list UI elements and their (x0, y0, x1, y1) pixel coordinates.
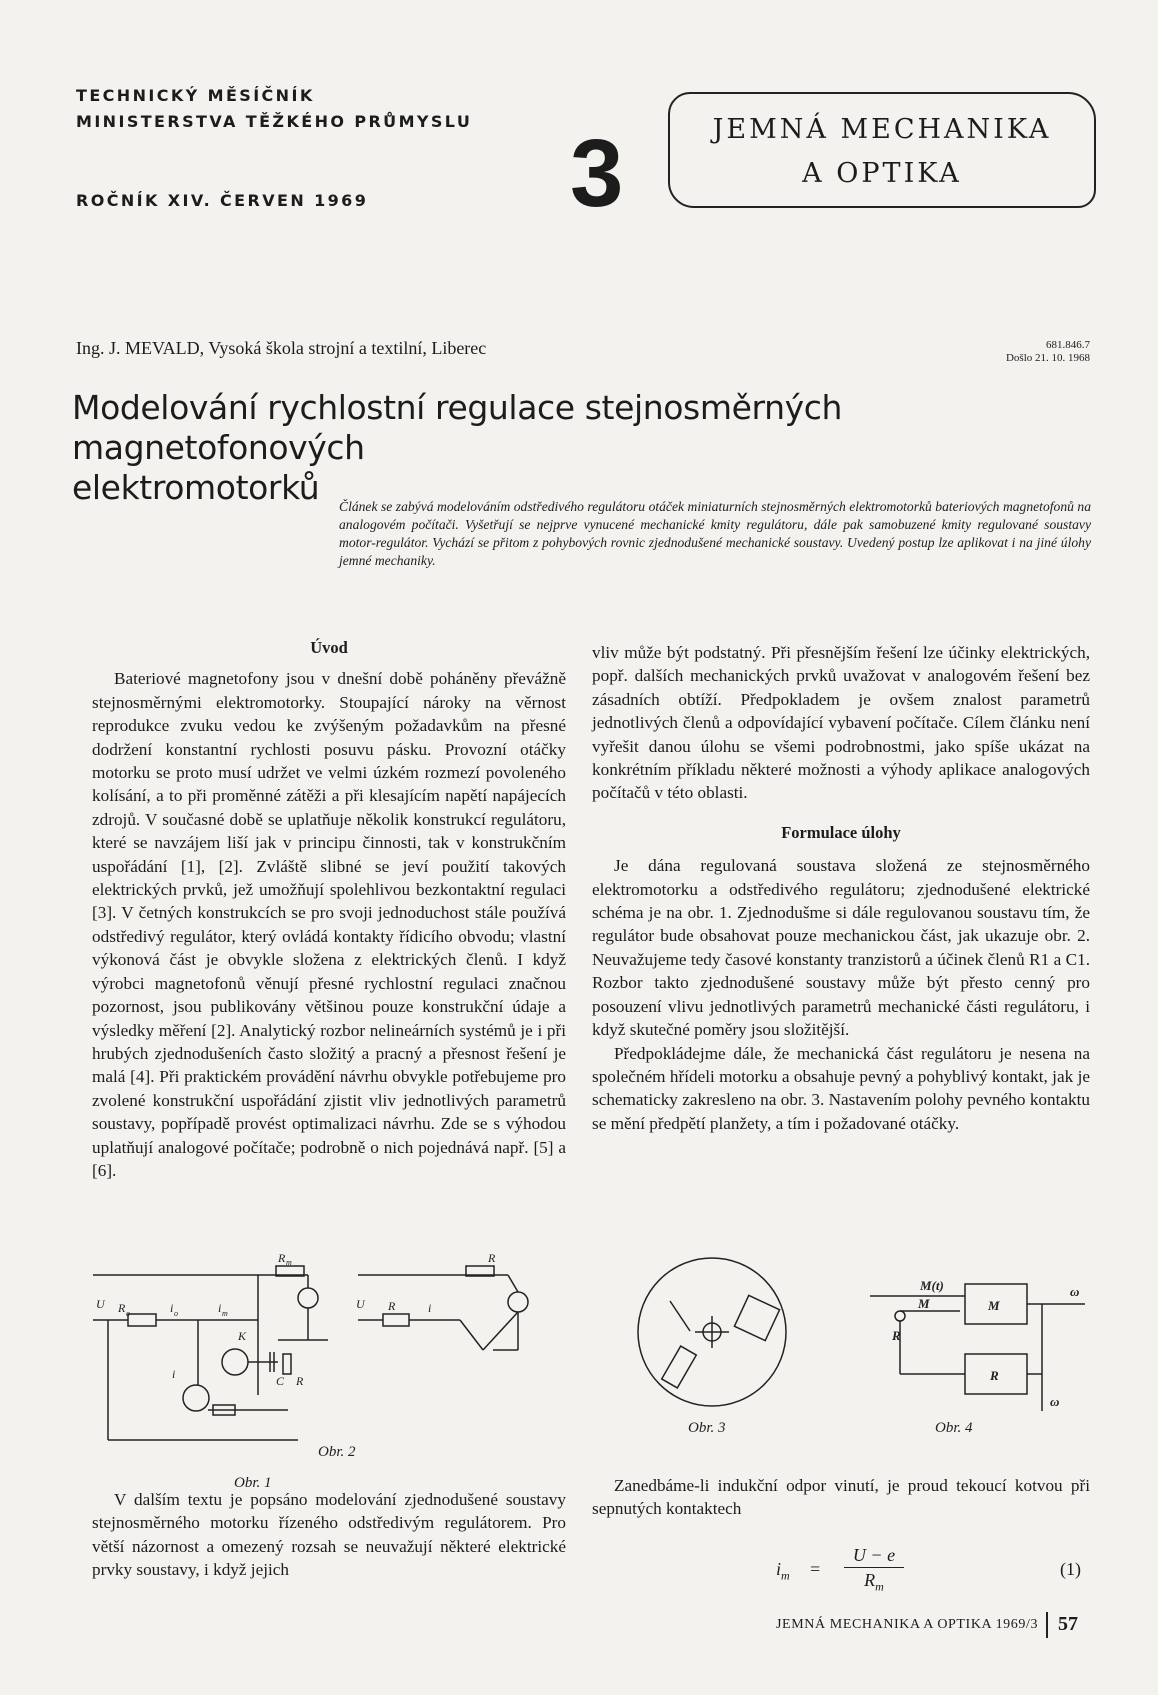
paragraph-continued: V dalším textu je popsáno modelování zjednodušené soustavy stejnosměrného motorku řízeného odstředivým regulátorem. Pro větší názornost a omezený rozsah se neuvažují některé elektrické prvky soustavy, i když jejich (92, 1490, 566, 1580)
svg-text:M: M (988, 1298, 1000, 1313)
svg-text:M: M (918, 1296, 930, 1311)
svg-text:U: U (356, 1297, 365, 1311)
received-date: Došlo 21. 10. 1968 (1005, 352, 1090, 364)
equation-1 (776, 1545, 1081, 1595)
paragraph-right-2: Je dána regulovaná soustava složená ze stejnosměrného elektromotorku a odstředivého regulátoru; zjednodušené elektrické schéma je na obr. 1. Zjednodušme si dále regulovanou soustavu tím, že regulátor bude obsahovat pouze mechanickou část, jak ukazuje obr. 2. Neuvažujeme tedy časové konstanty tranzistorů a účinek členů R1 a C1. Rozbor takto zjednodušené soustavy může být přesto cenný pro posouzení vlivu jednotlivých parametrů mechanické části regulátoru, i když skutečné poměry jsou složitější. (592, 856, 1090, 1040)
svg-text:R: R (296, 1374, 304, 1388)
svg-text:U: U (96, 1297, 105, 1311)
svg-text:R: R (990, 1368, 999, 1383)
article-title-line-2: elektromotorků (72, 468, 320, 507)
eq-equals: = (810, 1559, 821, 1579)
article-title (72, 388, 1102, 508)
figure-1-caption: Obr. 1 (234, 1475, 272, 1491)
right-column (592, 641, 1090, 1135)
figure-4-caption: Obr. 4 (935, 1420, 973, 1434)
eq-numerator: U − e (852, 1545, 896, 1565)
svg-text:i: i (172, 1367, 176, 1381)
svg-text:i: i (218, 1301, 222, 1315)
eq-lhs: i (776, 1559, 782, 1579)
paragraph-right-1: vliv může být podstatný. Při přesnějším řešení lze účinky elektrických, popř. dalších mechanických prvků uvažovat v analogovém řešení bez zásadních obtíží. Předpokladem je ovšem znalost parametrů jednotlivých členů a odpovídající vybavení počítače. Cílem článku není vyřešit danou úlohu se všemi podrobnostmi, jako spíše ukázat na konkrétním příkladu některé možnosti a výhody aplikace analogových počítačů v této oblasti. (592, 643, 1090, 803)
figure-3-caption: Obr. 3 (688, 1420, 726, 1434)
author-line: Ing. J. MEVALD, Vysoká škola strojní a textilní, Liberec (76, 338, 487, 358)
svg-text:R: R (892, 1328, 901, 1343)
article-title-line-1: Modelování rychlostní regulace stejnosměrných magnetofonových (72, 388, 842, 467)
svg-text:C: C (276, 1374, 285, 1388)
section-heading-formulace: Formulace úlohy (781, 822, 901, 842)
svg-text:R: R (278, 1251, 286, 1265)
masthead-line-2: MINISTERSTVA TĚŽKÉHO PRŮMYSLU (76, 112, 473, 131)
svg-text:i: i (170, 1301, 174, 1315)
svg-text:o: o (126, 1309, 130, 1318)
masthead-line-1: TECHNICKÝ MĚSÍČNÍK (76, 86, 315, 105)
masthead-volume: ROČNÍK XIV. ČERVEN 1969 (76, 191, 369, 210)
figure-1-2-circuits (88, 1250, 568, 1465)
svg-text:m: m (222, 1309, 228, 1318)
journal-title-box (668, 92, 1096, 208)
issue-number: 3 (570, 120, 624, 227)
svg-text:R: R (488, 1251, 496, 1265)
abstract: Článek se zabývá modelováním odstředivého regulátoru otáček miniaturních stejnosměrných elektromotorků bateriových magnetofonů na analogovém počítači. Vyšetřují se nejprve vynucené mechanické kmity regulátoru, dále pak samobuzené kmity regulované soustavy motor-regulátor. Vychází se přitom z pohybových rovnic zjednodušené mechanické soustavy. Uvedený postup lze aplikovat i na jiné úlohy jemné mechaniky. (339, 499, 1091, 568)
eq-lhs-sub: m (781, 1568, 790, 1583)
eq-denominator-sub: m (875, 1579, 884, 1594)
figure-2-caption: Obr. 2 (318, 1444, 356, 1460)
svg-text:ω: ω (1050, 1394, 1060, 1409)
paragraph-right-4: Zanedbáme-li indukční odpor vinutí, je proud tekoucí kotvou při sepnutých kontaktech (592, 1476, 1090, 1519)
figure-3-4-diagrams (630, 1256, 1100, 1434)
right-column-bottom (592, 1474, 1090, 1521)
svg-text:M(t): M(t) (920, 1278, 944, 1293)
paragraph-intro: Bateriové magnetofony jsou v dnešní době poháněny převážně stejnosměrnými elektromotorky. Stoupající nároky na věrnost reprodukce zvuku vedou ke zvýšeným požadavkům na přesné dodržení konstantní rychlosti posuvu pásku. Provozní otáčky motorku se proto musí udržet ve velmi úzkém rozmezí povoleného kolísání, a to při proměnné zátěži a při klesajícím napětí napájecích zdrojů. V současné době se uplatňuje několik konstrukcí regulátoru, které se navzájem liší jak v principu činnosti, tak v konstrukčním uspořádání [1], [2]. Zvláště slibné se jeví použití takových elektrických prvků, jež umožňují spolehlivou bezkontaktní regulaci [3]. V četných konstrukcích se pro svoji jednoduchost stále používá odstředivý regulátor, který ovládá kontakty řídicího obvodu; vlastní výkonová část je obvykle složena z elektrických členů. I když výrobci magnetofonů věnují přesné rychlostní regulaci značnou pozornost, jsou publikovány většinou pouze konstrukční údaje a výsledky měření [2]. Analytický rozbor nelineárních systémů je i při hrubých zjednodušeních často složitý a pracný a přesnost řešení je malá [4]. Při praktickém provádění návrhu obvykle potřebujeme pro zvolené konstrukční uspořádání zjistit vliv jednotlivých parametrů soustavy, popřípadě provést optimalizaci návrhu. Zde se s výhodou uplatňují analogové počítače; podrobně o nich pojednává např. [5] a [6]. (92, 669, 566, 1180)
footer-divider (1046, 1612, 1048, 1638)
footer-journal: JEMNÁ MECHANIKA A OPTIKA 1969/3 (776, 1617, 1039, 1632)
svg-text:R: R (388, 1299, 396, 1313)
journal-title-line-2: A OPTIKA (802, 158, 962, 189)
udc-code: 681.846.7 (1046, 339, 1090, 351)
left-column-bottom (92, 1488, 566, 1582)
paragraph-right-3: Předpokládejme dále, že mechanická část regulátoru je nesena na společném hřídeli motorku a obsahuje pevný a pohyblivý kontakt, jak je schematicky zakresleno na obr. 3. Nastavením polohy pevného kontaktu se mění předpětí planžety, a tím i požadované otáčky. (592, 1043, 1090, 1133)
svg-text:i: i (428, 1301, 432, 1315)
page-number: 57 (1058, 1613, 1078, 1635)
svg-text:R: R (118, 1301, 126, 1315)
svg-text:m: m (286, 1258, 292, 1267)
section-heading-uvod: Úvod (310, 638, 348, 657)
svg-text:o: o (174, 1309, 178, 1318)
eq-denominator: R (864, 1570, 876, 1590)
equation-number: (1) (1060, 1559, 1081, 1579)
left-column (92, 636, 566, 1182)
svg-text:K: K (238, 1329, 247, 1343)
svg-text:ω: ω (1070, 1284, 1080, 1299)
journal-title-line-1: JEMNÁ MECHANIKA (712, 114, 1052, 145)
